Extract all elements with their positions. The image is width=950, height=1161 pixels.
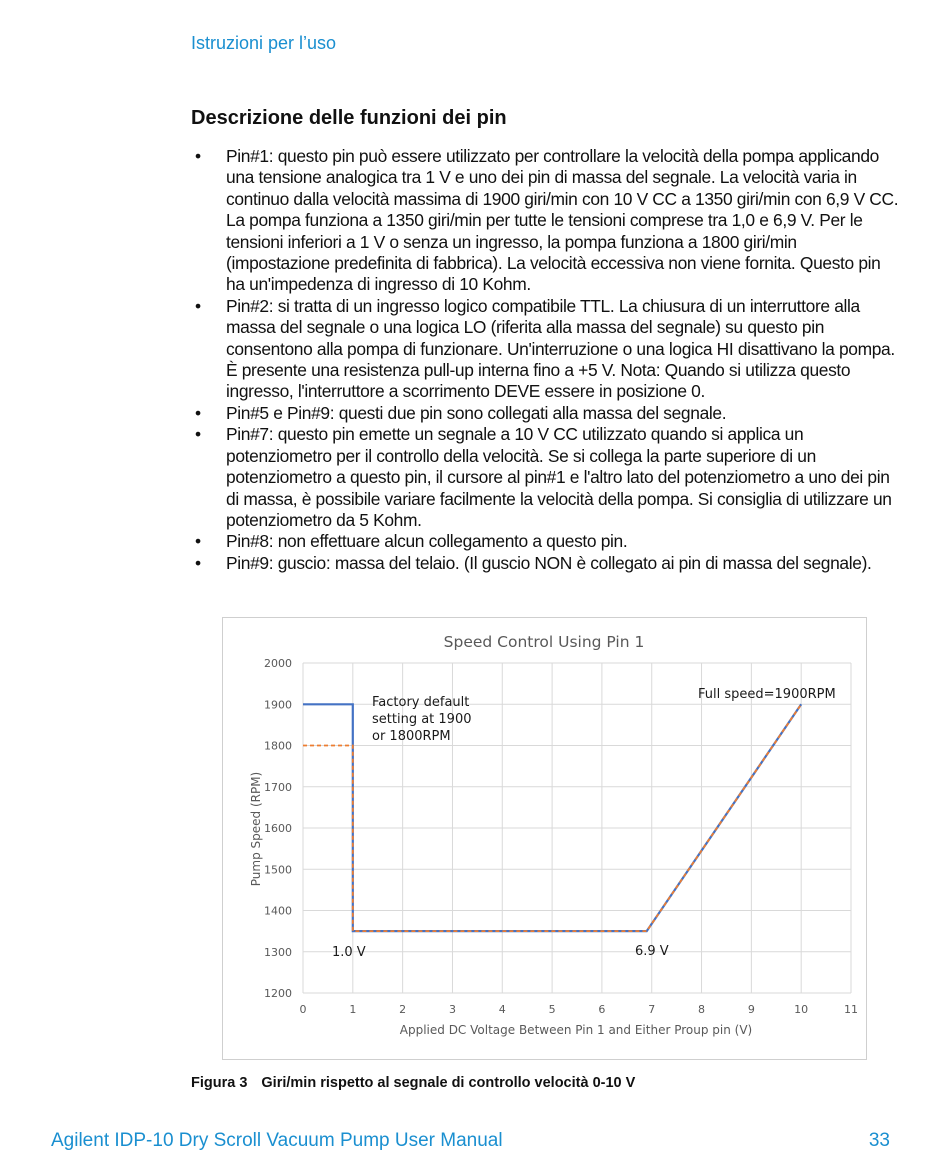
y-tick-label: 1600: [264, 822, 292, 835]
bullet-icon: •: [195, 552, 201, 573]
y-tick-label: 2000: [264, 657, 292, 670]
figure-caption-text: Giri/min rispetto al segnale di controllo velocità 0-10 V: [261, 1075, 636, 1091]
list-item-text: Pin#1: questo pin può essere utilizzato per controllare la velocità della pompa applicando una tensione analogica tra 1 V e uno dei pin di massa del segnale. La velocità varia in continuo dalla velocità massima di 1900 giri/min con 10 V CC a 1350 giri/min con 6,9 V CC. La pompa funziona a 1350 giri/min per tutte le tensioni comprese tra 1,0 e 6,9 V. Per le tensioni inferiori a 1 V o senza un ingresso, la pompa funziona a 1800 giri/min (impostazione predefinita di fabbrica). La velocità eccessiva non viene fornita. Questo pin ha un'impedenza di ingresso di 10 Kohm.: [226, 146, 899, 295]
y-tick-label: 1800: [264, 739, 292, 753]
chart-title: Speed Control Using Pin 1: [443, 633, 645, 651]
y-tick-label: 1700: [264, 780, 292, 794]
y-tick-label: 1900: [264, 698, 292, 712]
chart-svg: [223, 618, 866, 1059]
bullet-icon: •: [195, 146, 201, 166]
list-item: [191, 146, 903, 296]
annotation-factory-default: [372, 695, 476, 744]
x-tick-label: 3: [448, 1003, 456, 1016]
bullet-icon: •: [195, 424, 201, 445]
running-header: Istruzioni per l’uso: [191, 33, 337, 53]
x-tick-label: 0: [299, 1003, 307, 1016]
y-tick-label: 1200: [264, 987, 292, 1000]
annotation-1v: 1.0 V: [332, 945, 366, 960]
y-tick-labels: [264, 657, 292, 1000]
bullet-icon: •: [195, 531, 201, 552]
speed-control-chart: [222, 617, 867, 1060]
figure-number: Figura 3: [191, 1075, 248, 1091]
list-item: [191, 403, 903, 424]
annotation-line: Factory default: [372, 695, 470, 710]
x-tick-label: 9: [747, 1003, 755, 1016]
y-tick-label: 1300: [264, 945, 292, 959]
x-tick-label: 10: [794, 1003, 809, 1016]
annotation-full-speed: Full speed=1900RPM: [698, 687, 836, 702]
x-axis-label: Applied DC Voltage Between Pin 1 and Either Proup pin (V): [399, 1023, 753, 1037]
annotation-6-9v: 6.9 V: [635, 944, 669, 959]
list-item: [191, 531, 903, 552]
list-item: [191, 553, 903, 574]
pin-description-list: [191, 146, 903, 574]
annotation-line: setting at 1900: [372, 712, 472, 727]
x-tick-label: 11: [844, 1003, 858, 1016]
list-item-text: Pin#7: questo pin emette un segnale a 10 V CC utilizzato quando si applica un potenziometro per il controllo della velocità. Se si collega la parte superiore di un potenziometro a questo pin, il cursore al pin#1 e l'altro lato del potenziometro a uno dei pin di massa, è possibile variare facilmente la velocità della pompa. Si consiglia di utilizzare un potenziometro da 5 Kohm.: [226, 424, 892, 530]
list-item-text: Pin#8: non effettuare alcun collegamento a questo pin.: [226, 531, 628, 552]
y-axis-label: Pump Speed (RPM): [249, 771, 263, 887]
x-tick-labels: [300, 1003, 859, 1016]
x-tick-label: 4: [498, 1003, 506, 1016]
footer-manual-title: Agilent IDP-10 Dry Scroll Vacuum Pump User Manual: [51, 1130, 503, 1151]
bullet-icon: •: [195, 402, 201, 423]
x-tick-label: 1: [349, 1003, 357, 1016]
list-item-text: Pin#5 e Pin#9: questi due pin sono collegati alla massa del segnale.: [226, 402, 727, 423]
bullet-icon: •: [195, 295, 201, 316]
x-tick-label: 8: [698, 1003, 706, 1016]
x-tick-label: 5: [548, 1003, 556, 1016]
list-item: [191, 424, 903, 531]
y-tick-label: 1500: [264, 863, 292, 877]
section-heading: Descrizione delle funzioni dei pin: [191, 107, 507, 129]
x-tick-label: 6: [598, 1003, 606, 1016]
figure-caption: [191, 1075, 635, 1091]
x-tick-label: 7: [648, 1003, 656, 1016]
annotation-line: or 1800RPM: [372, 729, 451, 744]
list-item-text: Pin#2: si tratta di un ingresso logico compatibile TTL. La chiusura di un interruttore alla massa del segnale o una logica LO (riferita alla massa del segnale) su questo pin consentono alla pompa di funzionare. Un'interruzione o una logica HI disattivano la pompa. È presente una resistenza pull-up interna fino a +5 V. Nota: Quando si utilizza questo ingresso, l'interruttore a scorrimento DEVE essere in posizione 0.: [226, 295, 895, 402]
page-number: 33: [868, 1130, 890, 1151]
y-tick-label: 1400: [264, 904, 292, 918]
list-item: [191, 296, 903, 403]
x-tick-label: 2: [399, 1003, 407, 1016]
list-item-text: Pin#9: guscio: massa del telaio. (Il guscio NON è collegato ai pin di massa del segnale).: [226, 552, 872, 573]
